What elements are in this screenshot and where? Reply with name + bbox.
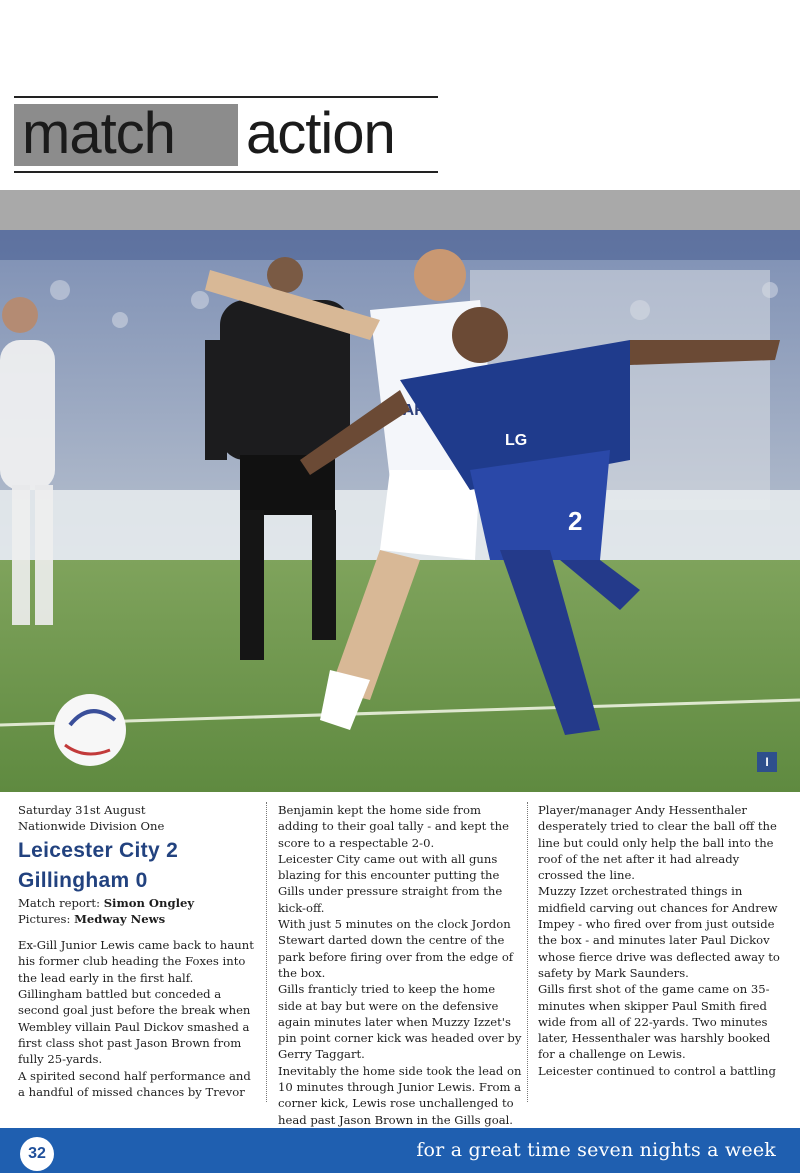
paragraph: Benjamin kept the home side from adding to their goal tally - and kept the score to a respectable 2-0. [278, 803, 509, 850]
column-divider [527, 802, 528, 1102]
paragraph: Ex-Gill Junior Lewis came back to haunt his former club heading the Foxes into the lead early in the first half. [18, 938, 254, 985]
paragraph: Gills first shot of the game came on 35-minutes when skipper Paul Smith fired wide from all of 22-yards. Two minutes later, Hessenthaler was harshly booked for a challenge on Lewis. [538, 982, 771, 1062]
score-line-home: Leicester City 2 [18, 838, 179, 862]
report-author: Simon Ongley [103, 895, 195, 910]
paragraph: Muzzy Izzet orchestrated things in midfield carving out chances for Andrew Impey - who fired over from just outside the box - and minutes later Paul Dickov whose fierce drive was deflected away to safety by Mark Saunders. [538, 884, 780, 980]
paragraph: Gillingham battled but conceded a second goal just before the break when Wembley villain Paul Dickov smashed a first class shot past Jason Brown from fully 25-yards. [18, 987, 251, 1067]
section-title-word-match: match [22, 101, 175, 166]
football [54, 694, 126, 766]
match-date: Saturday 31st August [18, 803, 146, 817]
article-column-1 [18, 802, 258, 1100]
article-column-2 [278, 802, 522, 1128]
competition-name: Nationwide Division One [18, 819, 165, 834]
article-column-3 [538, 802, 786, 1079]
paragraph: Leicester City came out with all guns blazing for this encounter putting the Gills under pressure straight from the kick-off. [278, 851, 503, 915]
match-photo-illustration [0, 230, 800, 792]
paragraph: Player/manager Andy Hessenthaler desperately tried to clear the ball off the line but could only help the ball into the roof of the net after it had already crossed the line. [538, 803, 777, 883]
report-credit: Match report: Simon Ongley [18, 895, 195, 910]
pictures-source: Medway News [74, 911, 166, 926]
score-line-away: Gillingham 0 [18, 868, 148, 892]
paragraph: A spirited second half performance and a handful of missed chances by Trevor [18, 1068, 251, 1099]
page-number: 32 [20, 1137, 54, 1171]
pictures-credit: Pictures: Medway News [18, 911, 166, 926]
column-divider [266, 802, 267, 1102]
paragraph: With just 5 minutes on the clock Jordon Stewart darted down the centre of the park before firing over from the edge of the box. [278, 917, 514, 980]
header-rule-bottom [14, 171, 438, 173]
match-photo [0, 230, 800, 792]
paragraph: Leicester continued to control a battling [538, 1063, 776, 1078]
section-title-word-action: action [246, 101, 395, 166]
paragraph: Inevitably the home side took the lead on 10 minutes through Junior Lewis. From a corner kick, Lewis rose unchallenged to head past Jason Brown in the Gills goal. [278, 1063, 522, 1127]
paragraph: Gills franticly tried to keep the home side at bay but were on the defensive again minutes later when Muzzy Izzet's pin point corner kick was headed over by Gerry Taggart. [278, 982, 522, 1062]
shirt-number: 2 [568, 506, 583, 536]
grey-band [0, 190, 800, 230]
photo-caption-badge: I [757, 752, 777, 772]
footer-tagline: for a great time seven nights a week [416, 1139, 776, 1161]
shirt-sponsor-right: LG [505, 432, 528, 449]
